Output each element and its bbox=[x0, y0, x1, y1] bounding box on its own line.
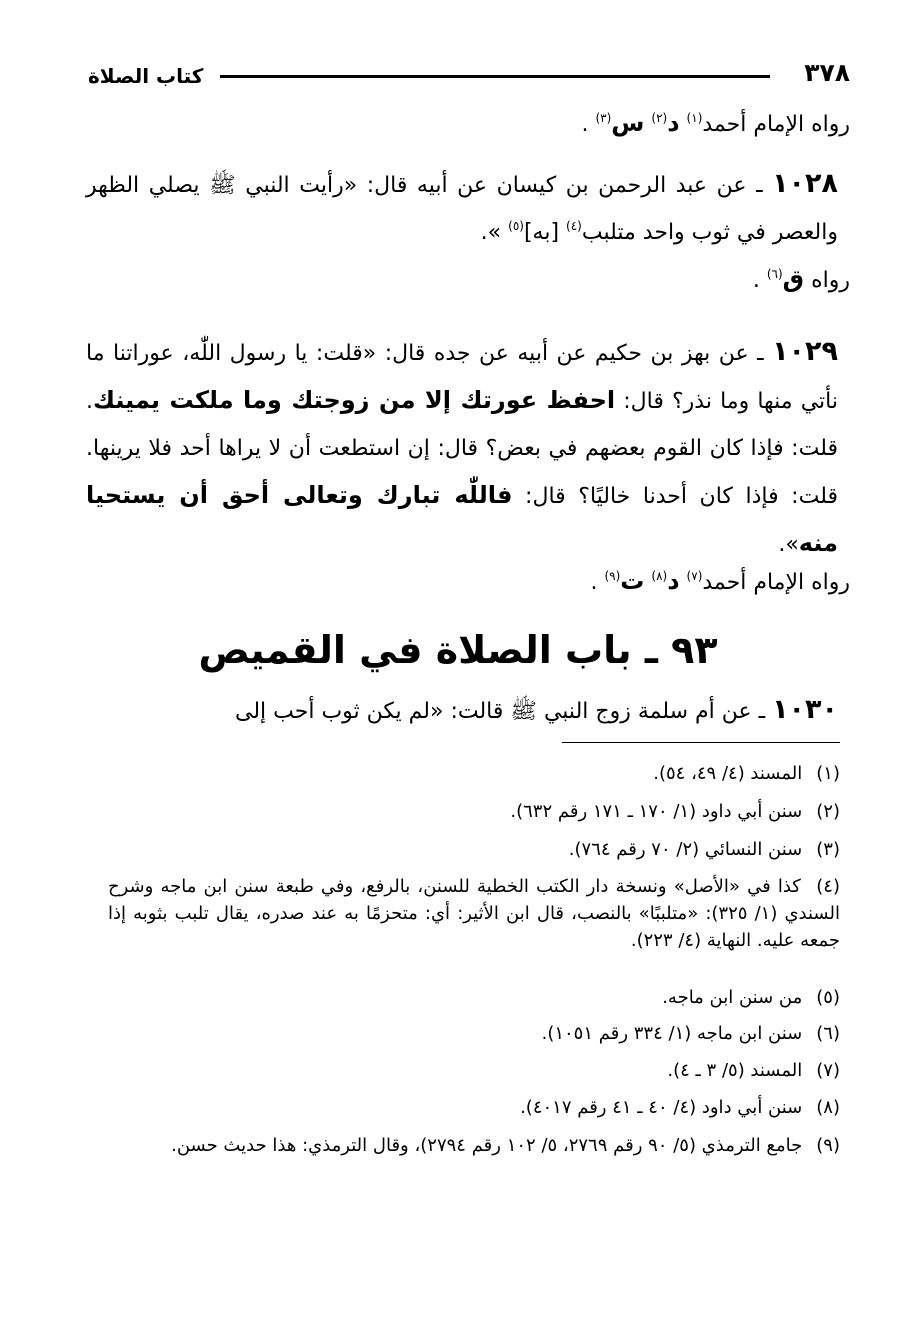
running-title: كتاب الصلاة bbox=[88, 64, 204, 88]
page-number: ٣٧٨ bbox=[804, 58, 850, 87]
hadith-number: ١٠٢٨ bbox=[772, 168, 838, 199]
footnote: (٢) سنن أبي داود (١/ ١٧٠ ـ ١٧١ رقم ٦٣٢). bbox=[510, 801, 840, 822]
footnote: (٨) سنن أبي داود (٤/ ٤٠ ـ ٤١ رقم ٤٠١٧). bbox=[520, 1097, 840, 1118]
footnote: (٤) كذا في «الأصل» ونسخة دار الكتب الخطية للسنن، بالرفع، وفي طبعة سنن ابن ماجه وشرح السندي (١/ ٣٢٥): «متلببًا» بالنصب، قال ابن الأثير: أي: متحزمًا به عند صدره، يقال تلبب بثوبه إذا جمعه عليه. النهاية (٤/ ٢٢٣). bbox=[108, 876, 840, 951]
hadith-1030: ١٠٣٠ ـ عن أم سلمة زوج النبي ﷺ قالت: «لم يكن ثوب أحب إلى bbox=[235, 694, 838, 725]
narration-2: رواه ق$^{(٦)}$ . bbox=[752, 265, 850, 293]
chapter-title: ٩٣ ـ باب الصلاة في القميص bbox=[198, 628, 718, 672]
hadith-1029: ١٠٢٩ ـ عن بهز بن حكيم عن أبيه عن جده قال: «قلت: يا رسول اللّٰه، عوراتنا ما نأتي منها وما نذر؟ قال: احفظ عورتك إلا من زوجتك وما ملكت يمينك. قلت: فإذا كان القوم بعضهم في بعض؟ قال: إن استطعت أن لا يراها أحد فلا يرينها. قلت: فإذا كان أحدنا خاليًا؟ قال: فاللّٰه تبارك وتعالى أحق أن يستحيا منه». bbox=[86, 336, 839, 557]
footnote: (٣) سنن النسائي (٢/ ٧٠ رقم ٧٦٤). bbox=[568, 839, 840, 860]
footnote: (٩) جامع الترمذي (٥/ ٩٠ رقم ٢٧٦٩، ٥/ ١٠٢ رقم ٢٧٩٤)، وقال الترمذي: هذا حديث حسن. bbox=[171, 1135, 840, 1156]
narration-3: رواه الإمام أحمد$^{(٧)}$ د$^{(٨)}$ ت$^{(٩)}$ . bbox=[590, 567, 850, 595]
header-rule bbox=[220, 75, 770, 78]
hadith-number: ١٠٣٠ bbox=[772, 694, 838, 725]
footnote: (٥) من سنن ابن ماجه. bbox=[662, 987, 840, 1008]
page-header bbox=[88, 60, 850, 90]
narration-1: رواه الإمام أحمد$^{(١)}$ د$^{(٢)}$ س$^{(٣)}$ . bbox=[581, 109, 850, 137]
footnote: (٧) المسند (٥/ ٣ ـ ٤). bbox=[667, 1060, 840, 1081]
footnote: (٦) سنن ابن ماجه (١/ ٣٣٤ رقم ١٠٥١). bbox=[541, 1023, 840, 1044]
footnote: (١) المسند (٤/ ٤٩، ٥٤). bbox=[653, 763, 840, 784]
footnote-rule bbox=[562, 742, 840, 743]
hadith-1028: ١٠٢٨ ـ عن عبد الرحمن بن كيسان عن أبيه قال: «رأيت النبي ﷺ يصلي الظهر والعصر في ثوب واحد متلبب$^{(٤)}$ [به]$^{(٥)}$ ». bbox=[86, 168, 838, 245]
hadith-number: ١٠٢٩ bbox=[772, 336, 838, 367]
